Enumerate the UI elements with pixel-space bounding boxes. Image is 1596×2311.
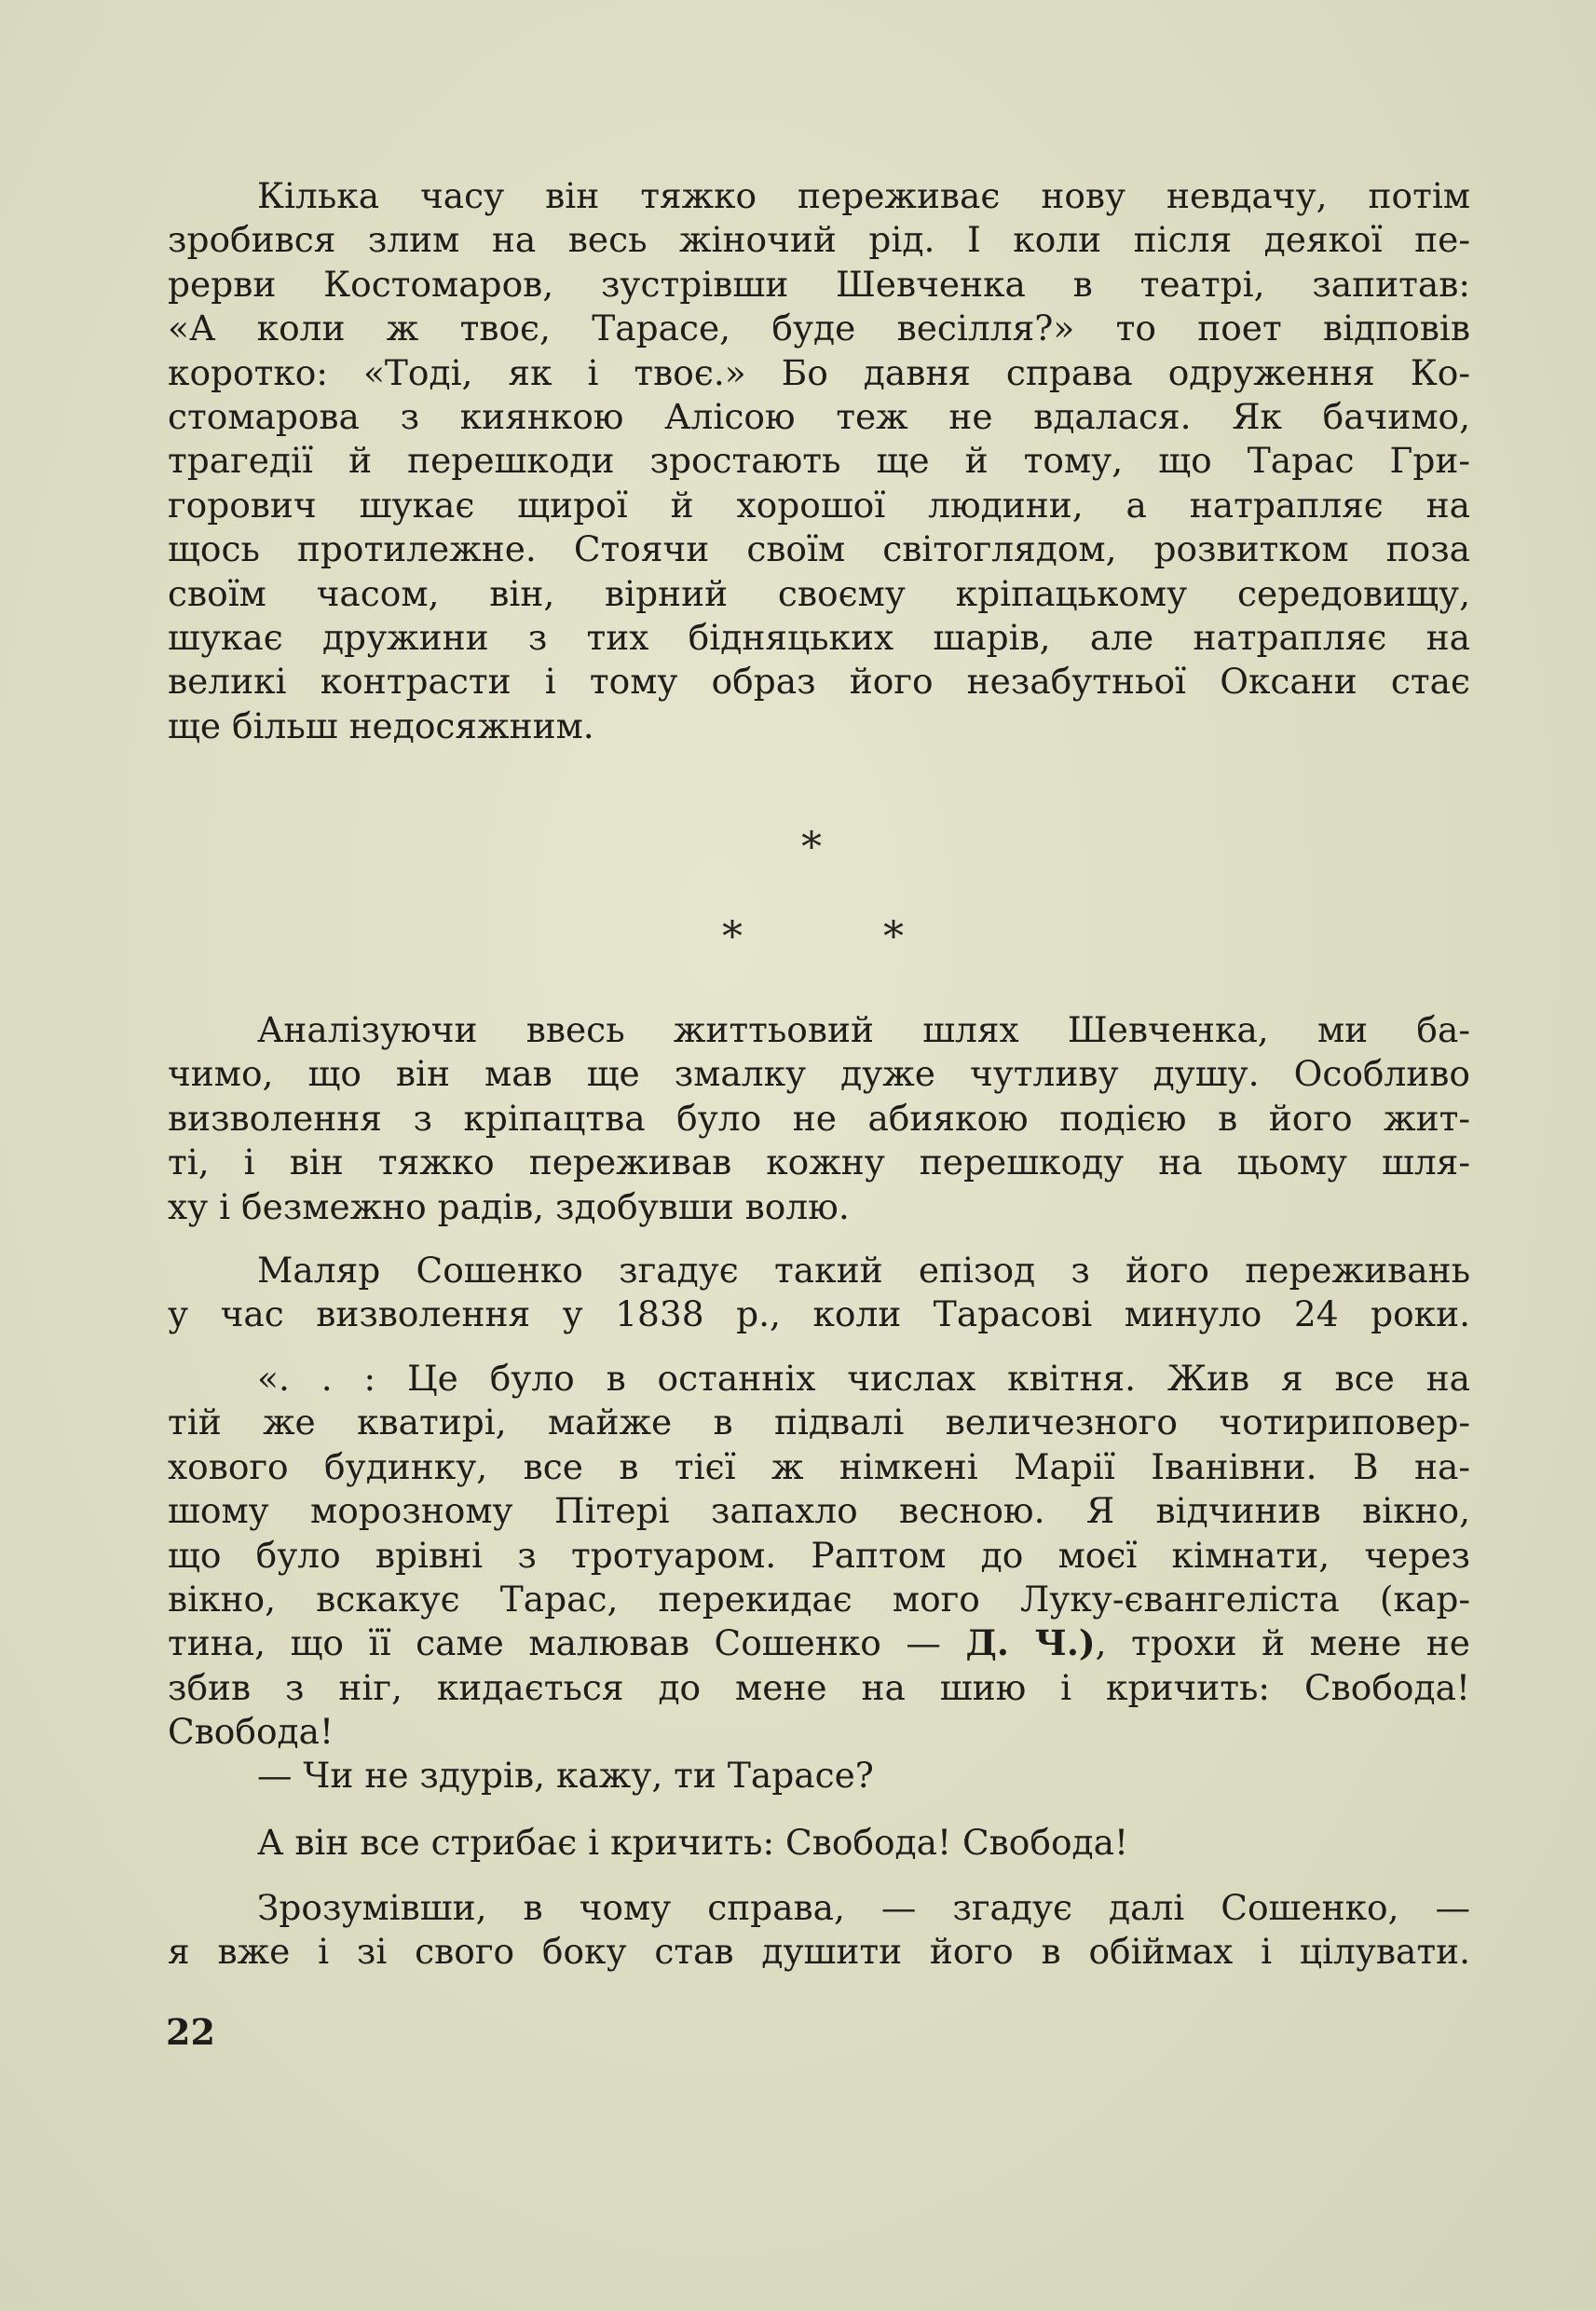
text-line: шому морозному Пітері запахло весною. Я відчинив вікно, xyxy=(168,1490,1470,1532)
text-line: збив з ніг, кидається до мене на шию і кричить: Свобода! xyxy=(168,1666,1470,1708)
paragraph-1 xyxy=(168,174,1470,748)
text-line: рерви Костомаров, зустрівши Шевченка в театрі, запитав: xyxy=(168,263,1470,305)
text-line: ще більш недосяжним. xyxy=(168,704,594,746)
text-line: Маляр Сошенко згадує такий епізод з його переживань xyxy=(257,1250,1470,1291)
text-line: стомарова з киянкою Алісою теж не вдалася. Як бачимо, xyxy=(168,396,1470,438)
text-line: визволення з кріпацтва було не абиякою подією в його жит- xyxy=(168,1097,1470,1139)
separator-star-left: * xyxy=(722,913,743,961)
text-line: що було врівні з тротуаром. Раптом до моєї кімнати, через xyxy=(168,1534,1470,1576)
text-line: Кілька часу він тяжко переживає нову невдачу, потім xyxy=(257,175,1470,216)
text-line: «А коли ж твоє, Тарасе, буде весілля?» то поет відповів xyxy=(168,308,1470,349)
text-line: А він все стрибає і кричить: Свобода! Свобода! xyxy=(257,1822,1129,1863)
text-line: ху і безмежно радів, здобувши волю. xyxy=(168,1185,850,1227)
separator-star-top: * xyxy=(801,824,822,871)
text-line: Аналізуючи ввесь життьовий шлях Шевченка, ми ба- xyxy=(257,1009,1470,1050)
text-line: вікно, вскакує Тарас, перекидає мого Луку-євангеліста (кар- xyxy=(168,1579,1470,1620)
text-line: — Чи не здурів, кажу, ти Тарасе? xyxy=(257,1755,874,1796)
text-line: Зрозумівши, в чому справа, — згадує далі Сошенко, — xyxy=(257,1887,1470,1928)
text-line: трагедії й перешкоди зростають ще й тому, що Тарас Гри- xyxy=(168,440,1470,482)
paragraph-7 xyxy=(168,1886,1470,1975)
text-line: тій же кватирі, майже в підвалі величезного чотириповер- xyxy=(168,1402,1470,1443)
paragraph-4 xyxy=(168,1357,1470,1755)
paragraph-5 xyxy=(168,1754,1470,1798)
paragraph-2 xyxy=(168,1008,1470,1229)
text-line-with-editor-note xyxy=(168,1621,1470,1665)
text-line: своїм часом, він, вірний своєму кріпацькому середовищу, xyxy=(168,572,1470,614)
paragraph-6 xyxy=(168,1821,1470,1865)
text-line: горович шукає щирої й хорошої людини, а натрапляє на xyxy=(168,484,1470,526)
text-fragment: , трохи й мене не xyxy=(1095,1622,1470,1664)
text-line: ті, і він тяжко переживав кожну перешкоду на цьому шля- xyxy=(168,1142,1470,1183)
editor-initials: Д. Ч.) xyxy=(965,1622,1096,1664)
text-line: я вже і зі свого боку став душити його в обіймах і цілувати. xyxy=(168,1931,1470,1973)
page-number: 22 xyxy=(166,2011,215,2053)
text-line: «. . : Це було в останніх числах квітня. Жив я все на xyxy=(257,1358,1470,1399)
text-line: великі контрасти і тому образ його незабутньої Оксани стає xyxy=(168,661,1470,703)
text-line: щось протилежне. Стоячи своїм світоглядом, розвитком поза xyxy=(168,528,1470,570)
separator-star-right: * xyxy=(883,913,904,961)
text-line: шукає дружини з тих бідняцьких шарів, але натрапляє на xyxy=(168,617,1470,659)
text-line: зробився злим на весь жіночий рід. І коли після деякої пе- xyxy=(168,219,1470,261)
text-line: чимо, що він мав ще змалку дуже чутливу душу. Особливо xyxy=(168,1053,1470,1095)
text-line: у час визволення у 1838 р., коли Тарасові минуло 24 роки. xyxy=(168,1293,1470,1335)
text-line: хового будинку, все в тієї ж німкені Марії Іванівни. В на- xyxy=(168,1445,1470,1487)
text-fragment: тина, що її саме малював Сошенко — xyxy=(168,1622,966,1664)
text-line: коротко: «Тоді, як і твоє.» Бо давня справа одруження Ко- xyxy=(168,351,1470,393)
text-line: Свобода! xyxy=(168,1711,334,1753)
paragraph-3 xyxy=(168,1249,1470,1337)
